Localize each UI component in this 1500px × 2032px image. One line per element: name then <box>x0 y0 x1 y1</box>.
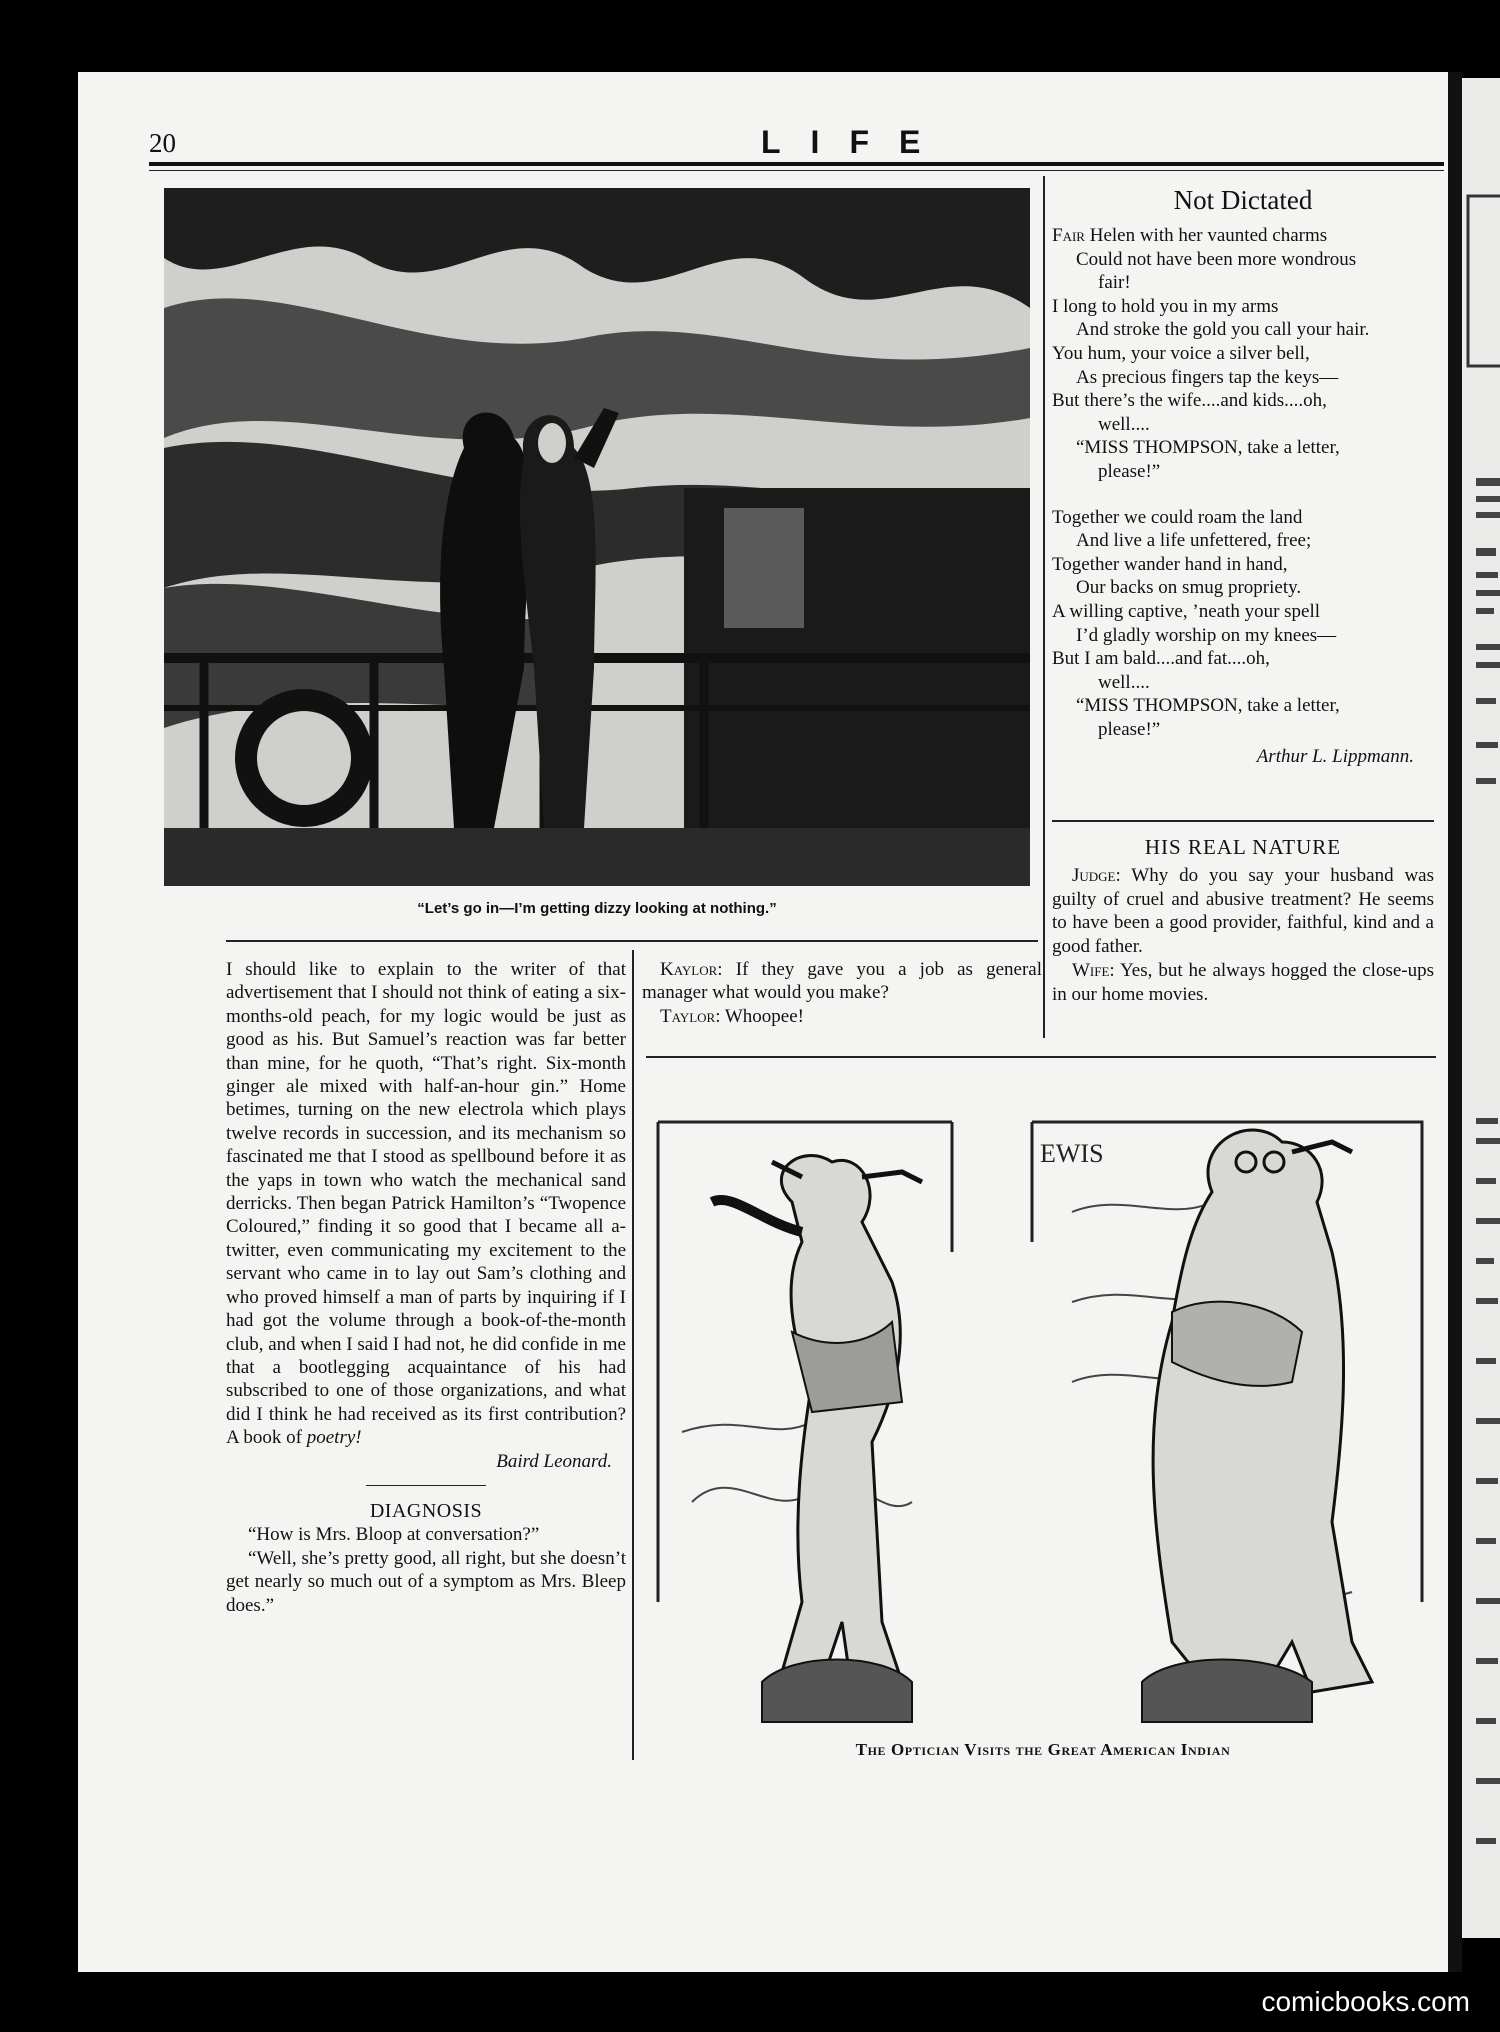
poem-line-text: Could not have been more wondrous <box>1076 248 1357 270</box>
poem-line-text: “MISS THOMPSON, take a letter, <box>1076 695 1340 717</box>
artist-signature: EWIS <box>1040 1139 1104 1168</box>
masthead-title: LIFE <box>761 124 951 160</box>
poem-title: Not Dictated <box>1173 185 1313 215</box>
adjacent-page-texture <box>1462 78 1500 1938</box>
poem-line-text: well.... <box>1098 671 1150 693</box>
ship-deck-illustration <box>164 188 1030 886</box>
poem-line <box>1052 248 1434 272</box>
his-real-nature-joke <box>1052 836 1434 1007</box>
poem-line-text: please!” <box>1098 460 1161 482</box>
diagnosis-line: “Well, she’s pretty good, all right, but she doesn’t get nearly so much out of a symptom as Mrs. Bleep does.” <box>226 1547 626 1616</box>
poem-line <box>1052 647 1434 671</box>
diagnosis-rule <box>366 1485 486 1486</box>
diagnosis-line: “How is Mrs. Bloop at conversation?” <box>248 1524 540 1546</box>
poem-line <box>1052 436 1434 460</box>
header-rule-thin <box>149 170 1444 171</box>
kaylor-taylor-joke <box>642 958 1042 1028</box>
kaylor-line <box>642 958 1042 1005</box>
poem-line-text: I’d gladly worship on my knees— <box>1076 624 1337 646</box>
poem-author: Arthur L. Lippmann. <box>1256 746 1414 768</box>
poem-line <box>1052 295 1434 319</box>
column-signature: Baird Leonard. <box>496 1450 612 1472</box>
page-gutter <box>1448 72 1462 1972</box>
judge-text: Why do you say your husband was guilty of cruel and abusive treatment? He seems to have been a good provider, faithful, kind and a good father. <box>1052 864 1434 958</box>
poem-line-text: As precious fingers tap the keys— <box>1076 366 1339 388</box>
poem-line <box>1052 553 1434 577</box>
poem-line <box>1052 389 1434 413</box>
poem-line-text: Helen with her vaunted charms <box>1084 225 1328 246</box>
taylor-speaker: Taylor: <box>660 1005 721 1027</box>
wife-line <box>1052 959 1434 1007</box>
poem-line-text: Together we could roam the land <box>1052 506 1303 528</box>
header-rule <box>149 162 1444 166</box>
poem-line <box>1052 600 1434 624</box>
column-divider-top <box>1043 176 1045 1038</box>
poem-line-text: But I am bald....and fat....oh, <box>1052 648 1270 670</box>
joke-title: HIS REAL NATURE <box>1144 835 1342 859</box>
page-header <box>149 124 1444 162</box>
baird-leonard-column <box>226 958 626 1617</box>
kaylor-text: If they gave you a job as general manager what would you make? <box>642 959 1042 1004</box>
poem-line <box>1052 506 1434 530</box>
poem-line-text: please!” <box>1098 718 1161 740</box>
taylor-line <box>642 1005 1042 1028</box>
poem-line <box>1052 413 1434 437</box>
optician-cartoon <box>652 1082 1434 1732</box>
section-divider-right <box>1052 820 1434 822</box>
poem-line <box>1052 624 1434 648</box>
poem-line-text: fair! <box>1098 272 1131 294</box>
diagnosis-body <box>226 1523 626 1617</box>
poem-line-text: You hum, your voice a silver bell, <box>1052 342 1310 364</box>
column-paragraph <box>226 958 626 1450</box>
judge-speaker: Judge: <box>1072 864 1121 886</box>
poem-line-text: A willing captive, ’neath your spell <box>1052 600 1321 622</box>
section-divider-mid <box>646 1056 1436 1058</box>
column-divider-bottom <box>632 950 634 1760</box>
adjacent-page-edge <box>1462 78 1500 1938</box>
wife-speaker: Wife: <box>1072 959 1115 981</box>
poem-line <box>1052 694 1434 718</box>
poem-line <box>1052 342 1434 366</box>
poem-line-text: Our backs on smug propriety. <box>1076 577 1302 599</box>
poem-line-lead: Fair <box>1052 225 1085 246</box>
poem-line <box>1052 529 1434 553</box>
poem-line <box>1052 271 1434 295</box>
poem-line-text: But there’s the wife....and kids....oh, <box>1052 390 1327 412</box>
column-paragraph-emphasis: poetry! <box>306 1427 362 1449</box>
poem-line <box>1052 224 1434 248</box>
section-divider-left <box>226 940 1038 942</box>
poem-line-text: “MISS THOMPSON, take a letter, <box>1076 437 1340 459</box>
column-paragraph-text: I should like to explain to the writer of that advertisement that I should not think of eating a six-months-old peach, for my logic would be just as good as his. But Samuel’s reaction was far better than mine, for he quoth, “That’s right. Six-month ginger ale mixed with half-an-hour gin.” Home betimes, turning on the new electrola which plays twelve records in succession, and its mechanism so fascinated me that I stood as spellbound before it as the yaps in town who watch the mechanical sand derricks. Then began Patrick Hamilton’s “Twopence Coloured,” finding it so good that I became all a-twitter, even communicating my excitement to the servant who came in to lay out Sam’s clothing and who proved himself a man of parts by inquiring if I had got the volume through a book-of-the-month club, and when I said I had not, he did confide in me that a bootlegging acquaintance of his had subscribed to one of those organizations, and what did I think he had received as its first contribution? A book of <box>226 959 626 1449</box>
top-illustration-caption: “Let’s go in—I’m getting dizzy looking at nothing.” <box>417 900 777 917</box>
poem-line <box>1052 318 1434 342</box>
judge-line <box>1052 864 1434 959</box>
poem-line-text: well.... <box>1098 413 1150 435</box>
poem-not-dictated <box>1052 184 1434 769</box>
poem-line-text: And live a life unfettered, free; <box>1076 530 1312 552</box>
wife-text: Yes, but he always hogged the close-ups in our home movies. <box>1052 959 1434 1005</box>
kaylor-speaker: Kaylor: <box>660 959 723 980</box>
taylor-text: Whoopee! <box>720 1005 805 1027</box>
diagnosis-title: DIAGNOSIS <box>369 1499 483 1522</box>
poem-line-text: Together wander hand in hand, <box>1052 553 1288 575</box>
poem-line <box>1052 718 1434 742</box>
poem-line-text: And stroke the gold you call your hair. <box>1076 319 1370 341</box>
poem-line <box>1052 460 1434 484</box>
poem-line-text: I long to hold you in my arms <box>1052 295 1279 317</box>
site-watermark: comicbooks.com <box>1261 1986 1470 2017</box>
bottom-cartoon-caption: The Optician Visits the Great American Indian <box>855 1740 1231 1759</box>
poem-line <box>1052 671 1434 695</box>
poem-line <box>1052 366 1434 390</box>
stanza-break <box>1052 484 1434 506</box>
poem-line <box>1052 576 1434 600</box>
page-number: 20 <box>149 128 176 158</box>
poem-body <box>1052 224 1434 741</box>
